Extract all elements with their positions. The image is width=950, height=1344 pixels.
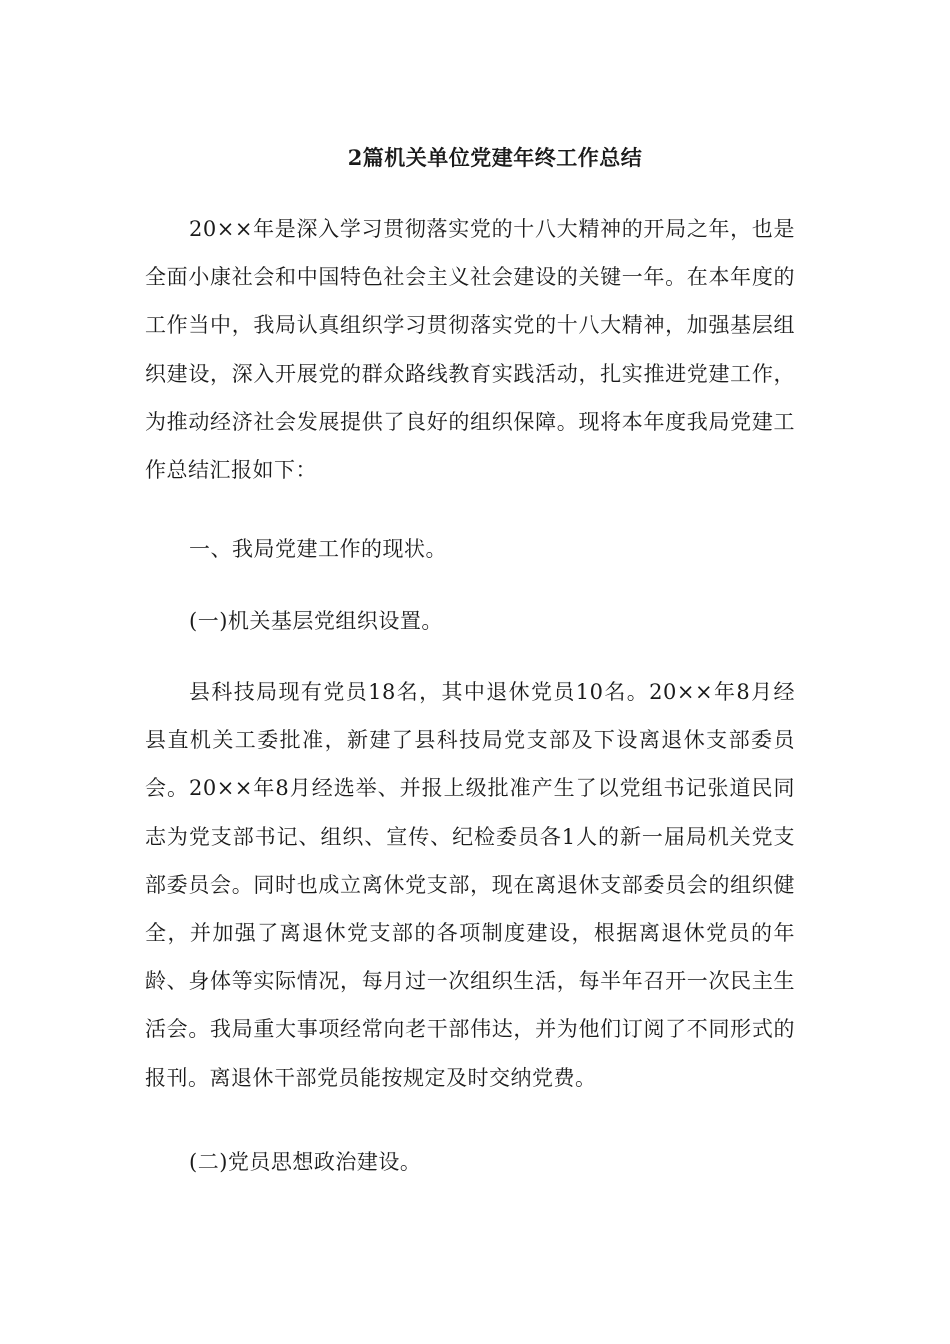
intro-paragraph: 20××年是深入学习贯彻落实党的十八大精神的开局之年，也是全面小康社会和中国特色社会主义社会建设的关键一年。在本年度的工作当中，我局认真组织学习贯彻落实党的十八大精神，加强基层组织建设，深入开展党的群众路线教育实践活动，扎实推进党建工作，为推动经济社会发展提供了良好的组织保障。现将本年度我局党建工作总结汇报如下： [145,217,795,483]
body-paragraph: 县科技局现有党员18名，其中退休党员10名。20××年8月经县直机关工委批准，新建了县科技局党支部及下设离退休支部委员会。20××年8月经选举、并报上级批准产生了以党组书记张道民同志为党支部书记、组织、宣传、纪检委员各1人的新一届局机关党支部委员会。同时也成立离休党支部，现在离退休支部委员会的组织健全，并加强了离退休党支部的各项制度建设，根据离退休党员的年龄、身体等实际情况，每月过一次组织生活，每半年召开一次民主生活会。我局重大事项经常向老干部伟达，并为他们订阅了不同形式的报刊。离退休干部党员能按规定及时交纳党费。 [145,680,795,1090]
subsection-heading-2: (二)党员思想政治建设。 [189,1150,422,1174]
section-heading-1: 一、我局党建工作的现状。 [189,537,447,561]
subsection-heading-1: (一)机关基层党组织设置。 [189,609,443,633]
document-title: 2篇机关单位党建年终工作总结 [347,145,643,170]
